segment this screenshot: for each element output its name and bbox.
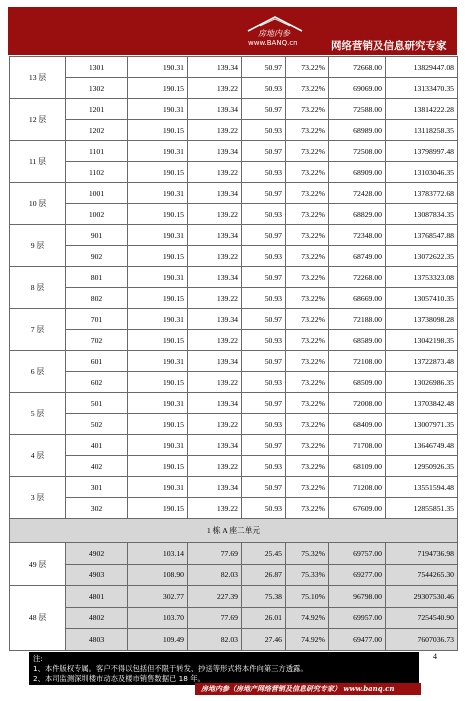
table-cell: 26.01: [242, 607, 286, 629]
table-row: [10, 288, 458, 309]
table-cell: 190.31: [128, 183, 188, 204]
room-number: 502: [66, 414, 128, 435]
table-cell: 73.22%: [286, 267, 329, 288]
table-cell: 71208.00: [329, 477, 386, 498]
room-number: 802: [66, 288, 128, 309]
table-cell: 190.15: [128, 456, 188, 477]
table-cell: 73.22%: [286, 393, 329, 414]
room-number: 1302: [66, 78, 128, 99]
table-cell: 50.97: [242, 183, 286, 204]
table-cell: 13072622.35: [386, 246, 458, 267]
table-cell: 13753323.08: [386, 267, 458, 288]
table-cell: 13007971.35: [386, 414, 458, 435]
table-cell: 13026986.35: [386, 372, 458, 393]
table-cell: 73.22%: [286, 120, 329, 141]
table-cell: 50.97: [242, 99, 286, 120]
table-cell: 73.22%: [286, 183, 329, 204]
notes-box: [29, 652, 419, 685]
notes-line-2: 2、本司监测深圳楼市动态及楼市销售数据已 18 年。: [33, 674, 205, 683]
table-cell: 12950926.35: [386, 456, 458, 477]
table-cell: 13783772.68: [386, 183, 458, 204]
table-cell: 108.90: [128, 564, 188, 586]
room-number: 302: [66, 498, 128, 519]
page-number: 4: [433, 652, 437, 661]
footer-banner: [195, 683, 421, 695]
table-row: [10, 183, 458, 204]
table-cell: 96798.00: [329, 586, 386, 608]
floor-label: 7 层: [10, 309, 66, 351]
table-cell: 73.22%: [286, 246, 329, 267]
table-cell: 82.03: [188, 629, 242, 651]
floor-label: 48 层: [10, 586, 66, 651]
table-cell: 25.45: [242, 543, 286, 565]
table-cell: 190.31: [128, 435, 188, 456]
table-cell: 13703842.48: [386, 393, 458, 414]
logo: [246, 15, 306, 45]
table-cell: 302.77: [128, 586, 188, 608]
section-header: [10, 519, 458, 543]
table-cell: 73.22%: [286, 414, 329, 435]
table-cell: 190.15: [128, 246, 188, 267]
table-cell: 29307530.46: [386, 586, 458, 608]
table-row: [10, 456, 458, 477]
table-cell: 73.22%: [286, 351, 329, 372]
table-cell: 190.31: [128, 477, 188, 498]
table-cell: 13814222.28: [386, 99, 458, 120]
table-cell: 68749.00: [329, 246, 386, 267]
table-cell: 190.15: [128, 204, 188, 225]
table-cell: 139.22: [188, 456, 242, 477]
table-cell: 73.22%: [286, 330, 329, 351]
table-row: [10, 225, 458, 246]
table-row: [10, 372, 458, 393]
table-cell: 73.22%: [286, 204, 329, 225]
table-cell: 13798997.48: [386, 141, 458, 162]
table-cell: 73.22%: [286, 99, 329, 120]
table-cell: 12855851.35: [386, 498, 458, 519]
room-number: 1201: [66, 99, 128, 120]
table-cell: 69757.00: [329, 543, 386, 565]
table-cell: 13042198.35: [386, 330, 458, 351]
room-number: 1101: [66, 141, 128, 162]
table-cell: 139.34: [188, 57, 242, 78]
table-cell: 68109.00: [329, 456, 386, 477]
table-cell: 75.10%: [286, 586, 329, 608]
table-cell: 82.03: [188, 564, 242, 586]
table-cell: 190.31: [128, 393, 188, 414]
table-cell: 7544265.30: [386, 564, 458, 586]
table-cell: 139.34: [188, 267, 242, 288]
logo-url: www.BANQ.cn: [248, 39, 298, 47]
notes-line-1: 1、本件版权专属。客户不得以包括但不限于转发、抄送等形式将本件向第三方透露。: [33, 664, 308, 673]
floor-label: 11 层: [10, 141, 66, 183]
table-cell: 109.49: [128, 629, 188, 651]
table-cell: 72588.00: [329, 99, 386, 120]
room-number: 702: [66, 330, 128, 351]
table-cell: 13738098.28: [386, 309, 458, 330]
floor-label: 10 层: [10, 183, 66, 225]
table-cell: 73.22%: [286, 225, 329, 246]
table-cell: 50.97: [242, 477, 286, 498]
table-cell: 7194736.98: [386, 543, 458, 565]
table-cell: 68589.00: [329, 330, 386, 351]
table-row: [10, 543, 458, 565]
floor-label: 12 层: [10, 99, 66, 141]
table-cell: 139.34: [188, 141, 242, 162]
table-row: [10, 564, 458, 586]
room-number: 4801: [66, 586, 128, 608]
table-cell: 139.34: [188, 351, 242, 372]
floor-label: 9 层: [10, 225, 66, 267]
table-cell: 69957.00: [329, 607, 386, 629]
table-cell: 73.22%: [286, 141, 329, 162]
price-table: [9, 56, 458, 651]
table-cell: 72188.00: [329, 309, 386, 330]
table-cell: 68409.00: [329, 414, 386, 435]
table-cell: 50.93: [242, 288, 286, 309]
table-cell: 72008.00: [329, 393, 386, 414]
table-cell: 190.31: [128, 99, 188, 120]
table-cell: 139.34: [188, 393, 242, 414]
table-cell: 227.39: [188, 586, 242, 608]
table-cell: 73.22%: [286, 456, 329, 477]
table-cell: 75.33%: [286, 564, 329, 586]
table-row: [10, 629, 458, 651]
table-cell: 13829447.08: [386, 57, 458, 78]
table-cell: 103.14: [128, 543, 188, 565]
table-cell: 7254540.90: [386, 607, 458, 629]
table-cell: 72108.00: [329, 351, 386, 372]
table-row: [10, 267, 458, 288]
table-cell: 190.31: [128, 267, 188, 288]
table-cell: 139.34: [188, 99, 242, 120]
table-cell: 190.15: [128, 120, 188, 141]
table-cell: 13057410.35: [386, 288, 458, 309]
table-cell: 74.92%: [286, 629, 329, 651]
table-cell: 72268.00: [329, 267, 386, 288]
floor-label: 49 层: [10, 543, 66, 586]
table-cell: 139.34: [188, 309, 242, 330]
table-cell: 13087834.35: [386, 204, 458, 225]
table-row: [10, 393, 458, 414]
table-cell: 69477.00: [329, 629, 386, 651]
table-cell: 13646749.48: [386, 435, 458, 456]
table-cell: 13103046.35: [386, 162, 458, 183]
floor-label: 13 层: [10, 57, 66, 99]
table-cell: 71708.00: [329, 435, 386, 456]
table-row: [10, 120, 458, 141]
floor-label: 5 层: [10, 393, 66, 435]
table-cell: 50.93: [242, 204, 286, 225]
table-cell: 73.22%: [286, 78, 329, 99]
room-number: 301: [66, 477, 128, 498]
room-number: 1002: [66, 204, 128, 225]
table-cell: 190.31: [128, 351, 188, 372]
table-cell: 139.22: [188, 162, 242, 183]
table-cell: 13118258.35: [386, 120, 458, 141]
table-cell: 73.22%: [286, 162, 329, 183]
table-cell: 190.31: [128, 225, 188, 246]
table-cell: 139.34: [188, 183, 242, 204]
table-cell: 50.97: [242, 435, 286, 456]
table-cell: 50.97: [242, 57, 286, 78]
table-cell: 72348.00: [329, 225, 386, 246]
table-upper-section: [10, 57, 458, 519]
table-cell: 139.34: [188, 477, 242, 498]
table-cell: 139.22: [188, 78, 242, 99]
room-number: 4802: [66, 607, 128, 629]
table-cell: 190.15: [128, 330, 188, 351]
table-cell: 50.93: [242, 456, 286, 477]
table-cell: 139.34: [188, 435, 242, 456]
table-cell: 50.97: [242, 141, 286, 162]
table-cell: 26.87: [242, 564, 286, 586]
table-row: [10, 435, 458, 456]
table-cell: 75.32%: [286, 543, 329, 565]
table-cell: 13722873.48: [386, 351, 458, 372]
table-cell: 13551594.48: [386, 477, 458, 498]
table-cell: 73.22%: [286, 309, 329, 330]
table-cell: 73.22%: [286, 57, 329, 78]
table-cell: 7607036.73: [386, 629, 458, 651]
table-row: [10, 330, 458, 351]
table-cell: 50.93: [242, 78, 286, 99]
table-cell: 190.15: [128, 78, 188, 99]
room-number: 4803: [66, 629, 128, 651]
table-row: [10, 351, 458, 372]
table-cell: 68509.00: [329, 372, 386, 393]
table-row: [10, 57, 458, 78]
table-cell: 50.97: [242, 309, 286, 330]
table-cell: 74.92%: [286, 607, 329, 629]
room-number: 401: [66, 435, 128, 456]
table-cell: 73.22%: [286, 372, 329, 393]
table-row: [10, 498, 458, 519]
table-cell: 72668.00: [329, 57, 386, 78]
table-row: [10, 162, 458, 183]
table-cell: 103.70: [128, 607, 188, 629]
room-number: 4903: [66, 564, 128, 586]
table-cell: 50.93: [242, 414, 286, 435]
table-row: [10, 78, 458, 99]
room-number: 501: [66, 393, 128, 414]
floor-label: 6 层: [10, 351, 66, 393]
room-number: 601: [66, 351, 128, 372]
table-cell: 13133470.35: [386, 78, 458, 99]
table-cell: 69069.00: [329, 78, 386, 99]
table-cell: 68669.00: [329, 288, 386, 309]
floor-label: 3 层: [10, 477, 66, 519]
table-cell: 68989.00: [329, 120, 386, 141]
table-cell: 73.22%: [286, 498, 329, 519]
table-cell: 139.22: [188, 204, 242, 225]
table-cell: 190.15: [128, 414, 188, 435]
table-cell: 77.69: [188, 607, 242, 629]
table-cell: 50.97: [242, 393, 286, 414]
table-cell: 73.22%: [286, 435, 329, 456]
table-cell: 139.22: [188, 120, 242, 141]
notes-label: 注:: [33, 654, 43, 663]
table-cell: 139.22: [188, 372, 242, 393]
room-number: 4902: [66, 543, 128, 565]
table-cell: 190.31: [128, 141, 188, 162]
table-cell: 73.22%: [286, 288, 329, 309]
table-cell: 139.22: [188, 288, 242, 309]
table-cell: 50.93: [242, 162, 286, 183]
table-cell: 190.31: [128, 57, 188, 78]
header-banner: [8, 7, 457, 55]
table-cell: 50.97: [242, 351, 286, 372]
room-number: 1202: [66, 120, 128, 141]
room-number: 402: [66, 456, 128, 477]
table-cell: 190.15: [128, 162, 188, 183]
room-number: 602: [66, 372, 128, 393]
table-cell: 68909.00: [329, 162, 386, 183]
table-cell: 67609.00: [329, 498, 386, 519]
table-row: [10, 477, 458, 498]
table-row: [10, 309, 458, 330]
table-row: [10, 204, 458, 225]
table-cell: 50.93: [242, 498, 286, 519]
room-number: 901: [66, 225, 128, 246]
section-title: 1 栋 A 座二单元: [10, 519, 458, 543]
table-cell: 139.22: [188, 330, 242, 351]
table-cell: 139.22: [188, 414, 242, 435]
room-number: 1301: [66, 57, 128, 78]
table-row: [10, 586, 458, 608]
table-cell: 139.22: [188, 498, 242, 519]
table-cell: 50.93: [242, 120, 286, 141]
floor-label: 8 层: [10, 267, 66, 309]
table-cell: 139.34: [188, 225, 242, 246]
table-cell: 77.69: [188, 543, 242, 565]
room-number: 1102: [66, 162, 128, 183]
floor-label: 4 层: [10, 435, 66, 477]
table-cell: 190.15: [128, 498, 188, 519]
room-number: 1001: [66, 183, 128, 204]
table-cell: 73.22%: [286, 477, 329, 498]
table-cell: 72508.00: [329, 141, 386, 162]
table-cell: 75.38: [242, 586, 286, 608]
room-number: 902: [66, 246, 128, 267]
footer-text: 房地内参（房地产网络营销及信息研究专家） www.banq.cn: [201, 684, 395, 693]
table-cell: 50.93: [242, 330, 286, 351]
table-row: [10, 607, 458, 629]
table-cell: 50.93: [242, 246, 286, 267]
table-cell: 50.93: [242, 372, 286, 393]
table-lower-section: [10, 543, 458, 651]
logo-text: 房地内参: [258, 29, 290, 38]
table-cell: 68829.00: [329, 204, 386, 225]
table-row: [10, 141, 458, 162]
table-cell: 72428.00: [329, 183, 386, 204]
table-cell: 190.15: [128, 372, 188, 393]
room-number: 801: [66, 267, 128, 288]
table-cell: 50.97: [242, 225, 286, 246]
table-cell: 69277.00: [329, 564, 386, 586]
table-cell: 190.31: [128, 309, 188, 330]
room-number: 701: [66, 309, 128, 330]
table-cell: 50.97: [242, 267, 286, 288]
table-row: [10, 246, 458, 267]
table-cell: 190.15: [128, 288, 188, 309]
table-row: [10, 99, 458, 120]
header-title: 网络营销及信息研究专家: [331, 40, 447, 52]
table-cell: 27.46: [242, 629, 286, 651]
table-cell: 13768547.88: [386, 225, 458, 246]
table-cell: 139.22: [188, 246, 242, 267]
table-row: [10, 414, 458, 435]
